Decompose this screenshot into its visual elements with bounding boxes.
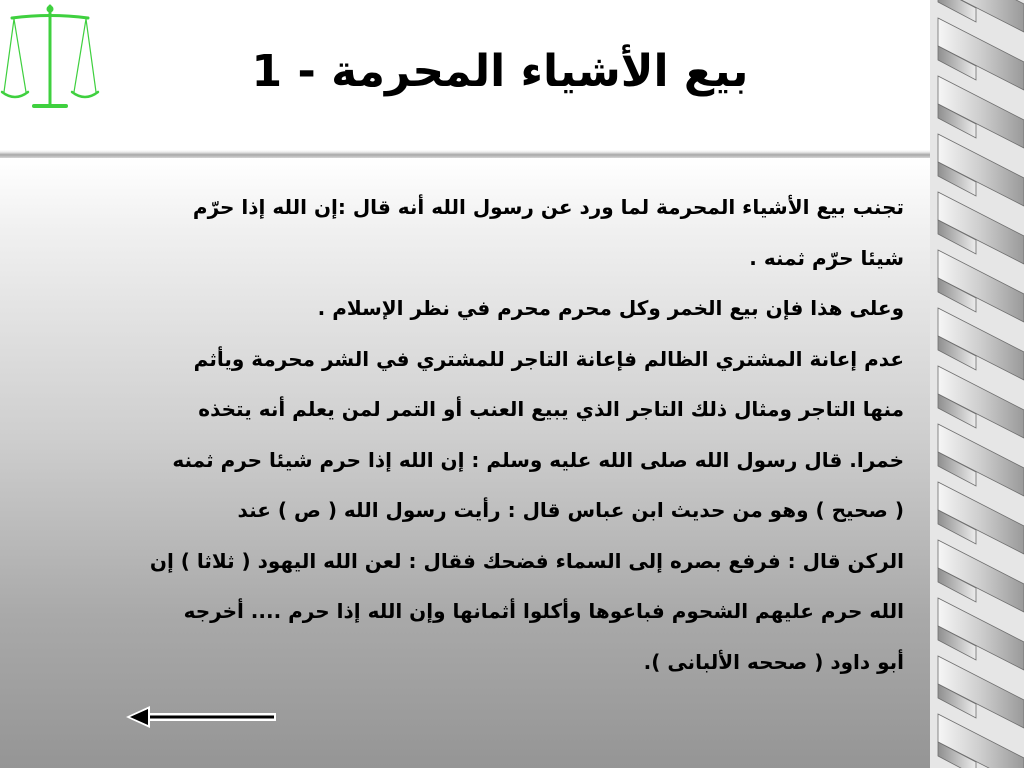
body-text (62, 182, 904, 687)
slide-header (0, 0, 960, 150)
left-arrow-icon[interactable] (124, 702, 280, 732)
body-line: عدم إعانة المشتري الظالم فإعانة التاجر للمشتري في الشر محرمة ويأثم (193, 346, 904, 371)
header-divider (0, 150, 958, 158)
body-line: ( صحيح ) وهو من حديث ابن عباس قال : رأيت رسول الله ( ص ) عند (237, 498, 904, 522)
body-line: أبو داود ( صححه الألبانى ). (643, 649, 904, 674)
body-line: الركن قال : فرفع بصره إلى السماء فضحك فقال : لعن الله اليهود ( ثلاثا ) إن (149, 548, 904, 573)
body-line: تجنب بيع الأشياء المحرمة لما ورد عن رسول الله أنه قال :إن الله إذا حرّم (192, 195, 904, 219)
body-line: خمرا. قال رسول الله صلى الله عليه وسلم : إن الله إذا حرم شيئا حرم ثمنه (172, 447, 904, 472)
scales-of-justice-icon (0, 0, 100, 115)
body-line: شيئا حرّم ثمنه . (749, 245, 904, 270)
body-line: وعلى هذا فإن بيع الخمر وكل محرم محرم في نظر الإسلام . (317, 296, 904, 320)
body-line: الله حرم عليهم الشحوم فباعوها وأكلوا أثمانها وإن الله إذا حرم .... أخرجه (183, 599, 904, 623)
decorative-ribbon (930, 0, 1024, 768)
body-line: منها التاجر ومثال ذلك التاجر الذي يبيع العنب أو التمر لمن يعلم أنه يتخذه (198, 397, 904, 421)
slide-title: بيع الأشياء المحرمة - 1 (251, 46, 749, 97)
